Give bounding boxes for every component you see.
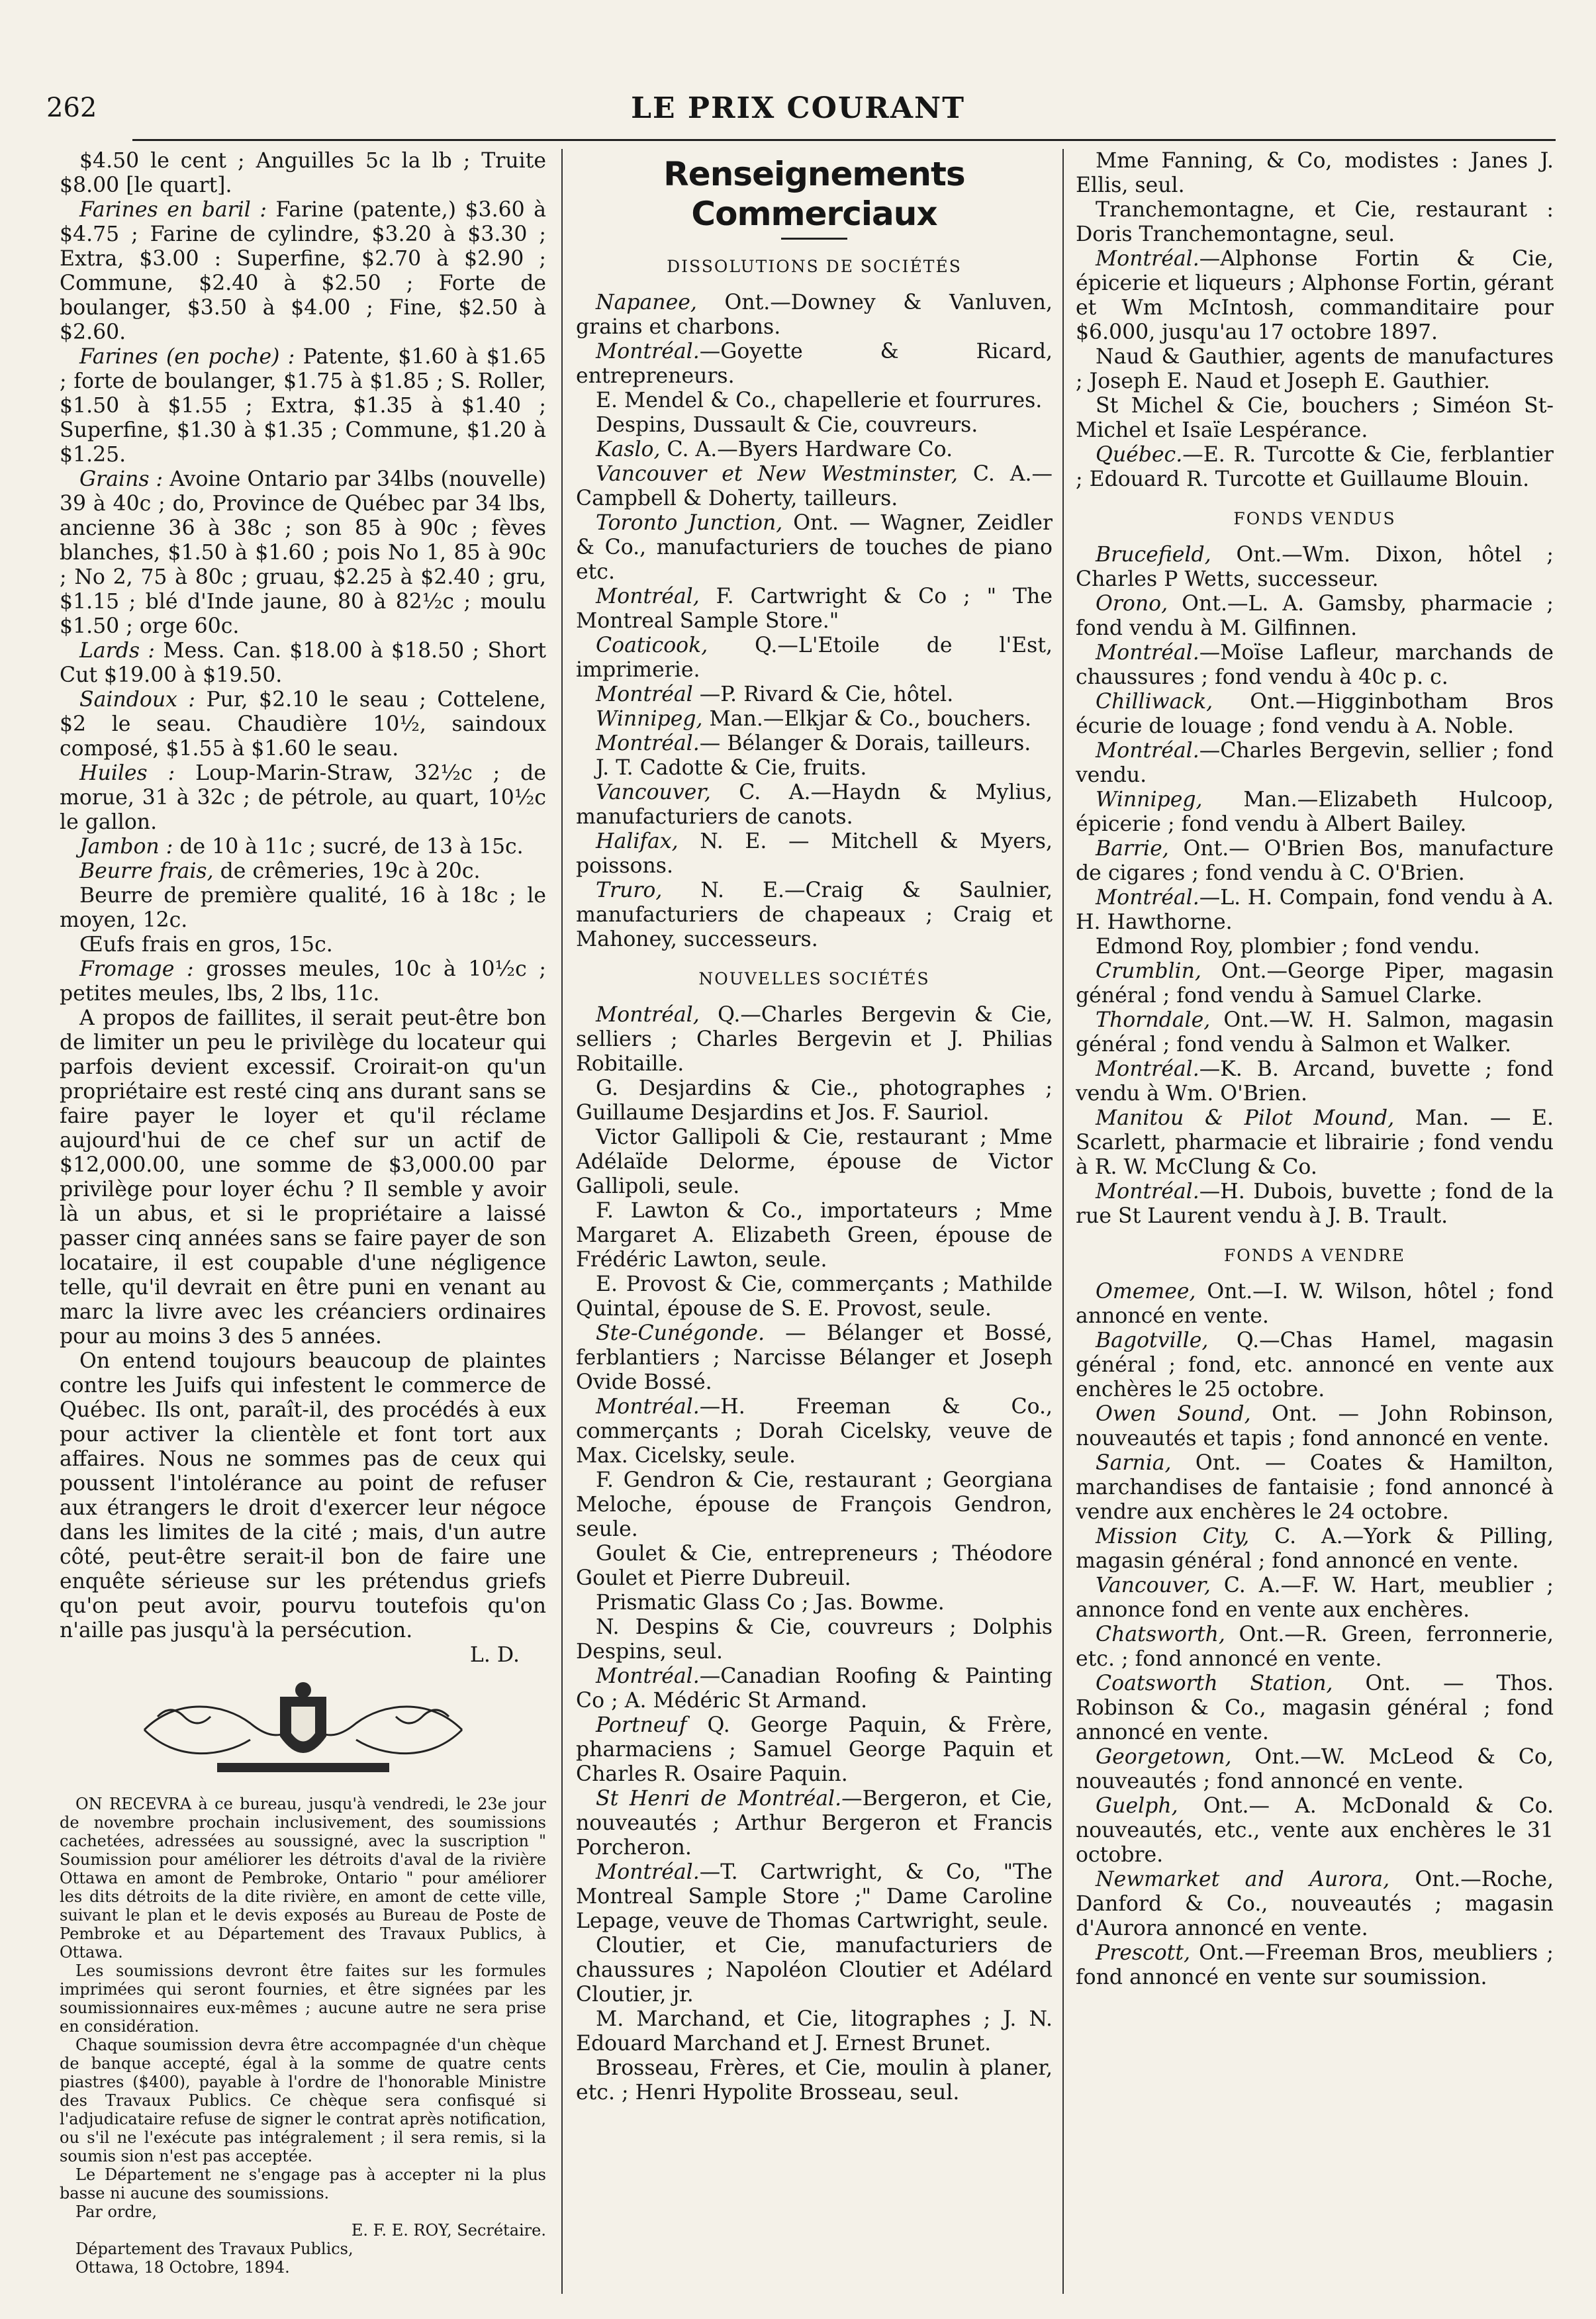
new-company-entry	[1076, 345, 1554, 394]
new-company-entry	[1076, 443, 1554, 492]
new-company-entry-text: —Canadian Roofing & Painting Co ; A. Médéric St Armand.	[576, 1664, 1053, 1713]
sold-business-entry-label: Thorndale,	[1096, 1008, 1211, 1032]
price-entry-label: Lards :	[79, 639, 156, 663]
for-sale-entry-text: Ont.—Freeman Bros, meubliers ; fond annoncé en vente sur soumission.	[1076, 1941, 1554, 1989]
dissolution-entry-label: Toronto Junction,	[596, 511, 783, 535]
dissolution-entry-text: F. Cartwright & Co ; " The Montreal Sample Store."	[576, 585, 1053, 633]
sold-business-entry-text: Ont.— O'Brien Bos, manufacture de cigares ; fond vendu à C. O'Brien.	[1076, 837, 1554, 885]
price-entry-label: Farines en baril :	[79, 198, 267, 222]
dissolution-entry-text: N. E. — Mitchell & Myers, poissons.	[576, 829, 1053, 878]
column-divider-2	[1062, 149, 1064, 2294]
sold-business-entry-text: Man.—Elizabeth Hulcoop, épicerie ; fond vendu à Albert Bailey.	[1076, 788, 1554, 836]
column-divider-1	[561, 149, 563, 2294]
dissolution-entry-label: Vancouver et New Westminster,	[596, 462, 958, 486]
sold-business-entry-label: Chilliwack,	[1096, 690, 1213, 714]
dissolution-entry	[576, 683, 1053, 707]
new-company-entry-text: Goulet & Cie, entrepreneurs ; Théodore Goulet et Pierre Dubreuil.	[576, 1542, 1053, 1590]
sold-business-entry	[1076, 935, 1554, 959]
editorial-paragraph: On entend toujours beaucoup de plaintes contre les Juifs qui infestent le commerce de Québec. Ils ont, paraît-il, des procédés à eux pour activer la clientèle et font tort aux affaires. Nous ne sommes pas de ceux qui poussent l'intolérance au point de refuser aux étrangers le droit d'exercer leur négoce dans les limites de la cité ; mais, d'un autre côté, peut-être serait-il bon de faire une enquête sérieuse sur les prétendus griefs qu'on peut avoir, pourvu toutefois qu'on n'aille pas jusqu'à la persécution.	[60, 1349, 546, 1642]
notice-paragraph: ON RECEVRA à ce bureau, jusqu'à vendredi, le 23e jour de novembre prochain inclusivement, des soumissions cachetées, adressées au soussigné, avec la suscription " Soumission pour améliorer les détroits d'aval de la rivière Ottawa en amont de Pembroke, Ontario " pour améliorer les dits détroits de la dite rivière, en amont de cette ville, suivant le plan et le devis exposés au Bureau de Poste de Pembroke et au Département des Travaux Publics, à Ottawa.	[60, 1795, 546, 1962]
sold-business-entry-text: —Moïse Lafleur, marchands de chaussures ; fond vendu à 40c p. c.	[1076, 641, 1554, 689]
dissolution-entry	[576, 438, 1053, 462]
sold-business-entry-text: Man. — E. Scarlett, pharmacie et librairie ; fond vendu à R. W. McClung & Co.	[1076, 1106, 1554, 1179]
price-entry-label: Beurre frais,	[79, 859, 214, 883]
dissolution-entry-label: Montréal.	[596, 732, 700, 755]
sold-business-entry	[1076, 690, 1554, 739]
new-company-entry-label: Montréal.	[596, 1395, 700, 1419]
editorial-notes	[60, 1006, 546, 1643]
sold-business-entry-label: Winnipeg,	[1096, 788, 1203, 812]
price-entry-text: de 10 à 11c ; sucré, de 13 à 15c.	[173, 835, 524, 859]
sold-business-entry-label: Montréal.	[1096, 641, 1199, 665]
for-sale-entry-text: Ont. — John Robinson, nouveautés et tapis ; fond annoncé en vente.	[1076, 1402, 1554, 1450]
for-sale-entry	[1076, 1402, 1554, 1451]
sold-business-entry	[1076, 837, 1554, 886]
dissolution-entry-label: Halifax,	[596, 829, 679, 853]
dissolution-entry	[576, 462, 1053, 511]
new-company-entry-text: F. Gendron & Cie, restaurant ; Georgiana Meloche, épouse de François Gendron, seule.	[576, 1468, 1053, 1541]
dissolution-entry-text: C. A.—Byers Hardware Co.	[660, 438, 953, 461]
new-company-entry	[1076, 149, 1554, 198]
dissolution-entry-label: Montréal.	[596, 340, 700, 363]
price-entry	[60, 467, 546, 639]
sold-business-entry	[1076, 1180, 1554, 1229]
for-sale-entry	[1076, 1623, 1554, 1672]
dissolution-entry-text: Ont.—Downey & Vanluven, grains et charbons.	[576, 291, 1053, 339]
sold-business-entry-label: Brucefield,	[1096, 543, 1211, 567]
dissolution-entry-text: —P. Rivard & Cie, hôtel.	[692, 683, 954, 706]
dissolution-entry	[576, 756, 1053, 781]
dissolution-entry-label: Kaslo,	[596, 438, 661, 461]
vendre-list	[1076, 1280, 1554, 1990]
dissolution-entry	[576, 732, 1053, 756]
new-company-entry-text: —H. Freeman & Co., commerçants ; Dorah Cicelsky, veuve de Max. Cicelsky, seule.	[576, 1395, 1053, 1468]
for-sale-entry	[1076, 1745, 1554, 1794]
new-company-entry	[576, 1615, 1053, 1664]
new-company-entry-text: —Bergeron, et Cie, nouveautés ; Arthur Bergeron et Francis Porcheron.	[576, 1787, 1053, 1860]
new-company-entry	[576, 1076, 1053, 1125]
new-company-entry	[576, 1395, 1053, 1468]
dissolutions-heading: DISSOLUTIONS DE SOCIÉTÉS	[667, 257, 962, 276]
for-sale-entry-label: Omemee,	[1096, 1280, 1196, 1303]
price-entry-text: Mess. Can. $18.00 à $18.50 ; Short Cut $19.00 à $19.50.	[60, 639, 546, 687]
sold-business-entry-text: Ont.—Wm. Dixon, hôtel ; Charles P Wetts, successeur.	[1076, 543, 1554, 591]
for-sale-entry	[1076, 1280, 1554, 1329]
sold-business-entry	[1076, 641, 1554, 690]
continued-list	[1076, 149, 1554, 492]
for-sale-entry-label: Vancouver,	[1096, 1574, 1211, 1597]
price-entry-text: de crêmeries, 19c à 20c.	[213, 859, 481, 883]
section-rule	[781, 238, 847, 240]
new-company-entry	[1076, 198, 1554, 247]
sold-business-entry-text: Ont.—George Piper, magasin général ; fond vendu à Samuel Clarke.	[1076, 959, 1554, 1008]
dissolution-entry-text: Man.—Elkjar & Co., bouchers.	[702, 707, 1031, 731]
new-company-entry	[576, 1664, 1053, 1713]
for-sale-entry-text: Ont.—Roche, Danford & Co., nouveautés ; magasin d'Aurora annoncé en vente.	[1076, 1868, 1554, 1940]
price-entry	[60, 198, 546, 345]
new-company-entry	[576, 1199, 1053, 1272]
dissolution-entry	[576, 511, 1053, 585]
dissolution-entry-label: Vancouver,	[596, 781, 711, 804]
price-entry	[60, 149, 546, 198]
section-title: Renseignements Commerciaux	[663, 155, 965, 233]
new-company-entry-text: Cloutier, et Cie, manufacturiers de chaussures ; Napoléon Cloutier et Adélard Cloutier, jr.	[576, 1934, 1053, 2007]
price-entry	[60, 884, 546, 933]
for-sale-entry	[1076, 1574, 1554, 1623]
page-number: 262	[46, 93, 97, 123]
for-sale-entry-text: Q.—Chas Hamel, magasin général ; fond, etc. annoncé en vente aux enchères le 25 octobre.	[1076, 1329, 1554, 1401]
sold-business-entry-label: Montréal.	[1096, 1057, 1199, 1081]
for-sale-entry-text: Ont.— A. McDonald & Co. nouveautés, etc., vente aux enchères le 31 octobre.	[1076, 1794, 1554, 1867]
sold-business-entry-label: Montréal.	[1096, 886, 1199, 910]
for-sale-entry-text: Ont.—I. W. Wilson, hôtel ; fond annoncé en vente.	[1076, 1280, 1554, 1328]
for-sale-entry-text: Ont. — Coates & Hamilton, marchandises de fantaisie ; fond annoncé à vendre aux enchères le 24 octobre.	[1076, 1451, 1554, 1524]
new-company-entry-label: Québec.	[1096, 443, 1183, 467]
notice-paragraphs	[60, 1795, 546, 2202]
dissolution-entry-text: Despins, Dussault & Cie, couvreurs.	[596, 413, 978, 437]
sold-business-entry-label: Manitou & Pilot Mound,	[1096, 1106, 1395, 1130]
new-company-entry-text: Tranchemontagne, et Cie, restaurant : Doris Tranchemontagne, seul.	[1076, 198, 1554, 246]
price-entry-label: Saindoux :	[79, 688, 195, 712]
dissolution-entry-label: Winnipeg,	[596, 707, 703, 731]
dissolution-entry	[576, 389, 1053, 413]
new-company-entry-text: St Michel & Cie, bouchers ; Siméon St-Michel et Isaïe Lespérance.	[1076, 394, 1554, 442]
price-entry-text: Patente, $1.60 à $1.65 ; forte de boulanger, $1.75 à $1.85 ; S. Roller, $1.50 à $1.55 ; Extra, $1.35 à $1.40 ; Superfine, $1.30 à $1.35 ; Commune, $1.20 à $1.25.	[60, 345, 546, 467]
price-entry-label: Fromage :	[79, 957, 194, 981]
dissolutions-list	[576, 291, 1053, 952]
for-sale-entry-label: Mission City,	[1096, 1525, 1250, 1548]
dissolution-entry	[576, 634, 1053, 683]
for-sale-entry-text: Ont.—W. McLeod & Co, nouveautés ; fond annoncé en vente.	[1076, 1745, 1554, 1793]
notice-order: Par ordre,	[75, 2202, 158, 2221]
sold-business-entry	[1076, 739, 1554, 788]
for-sale-entry	[1076, 1451, 1554, 1525]
sold-business-entry-text: Ont.—Higginbotham Bros écurie de louage ; fond vendu à A. Noble.	[1076, 690, 1554, 738]
column-2	[576, 149, 1053, 2300]
sold-business-entry-text: Ont.—W. H. Salmon, magasin général ; fond vendu à Salmon et Walker.	[1076, 1008, 1554, 1057]
vendre-heading: FONDS A VENDRE	[1223, 1246, 1406, 1265]
price-entry	[60, 761, 546, 835]
price-entry-text: Avoine Ontario par 34lbs (nouvelle) 39 à 40c ; do, Province de Québec par 34 lbs, ancienne 36 à 38c ; son 85 à 90c ; fèves blanches, $1.50 à $1.60 ; pois No 1, 85 à 90c ; No 2, 75 à 80c ; gruau, $2.25 à $2.40 ; gru, $1.15 ; blé d'Inde jaune, 80 à 82½c ; moulu $1.50 ; orge 60c.	[60, 467, 546, 638]
new-company-entry-text: Q. George Paquin, & Frère, pharmaciens ; Samuel George Paquin et Charles R. Osaire Paquin.	[576, 1713, 1053, 1786]
new-company-entry-text: N. Despins & Cie, couvreurs ; Dolphis Despins, seul.	[576, 1615, 1053, 1664]
coat-of-arms-ornament	[118, 1677, 489, 1783]
for-sale-entry-text: Ont.—R. Green, ferronnerie, etc. ; fond annoncé en vente.	[1076, 1623, 1554, 1671]
sold-business-entry	[1076, 1106, 1554, 1180]
dissolution-entry-label: Napanee,	[596, 291, 697, 314]
dissolution-entry-text: J. T. Cadotte & Cie, fruits.	[596, 756, 867, 780]
dissolution-entry-label: Coaticook,	[596, 634, 708, 657]
new-company-entry	[576, 1468, 1053, 1542]
price-entry	[60, 639, 546, 688]
dissolution-entry	[576, 413, 1053, 438]
new-company-entry-label: Montréal.	[1096, 247, 1199, 271]
price-entry-text: Œufs frais en gros, 15c.	[79, 933, 333, 957]
new-company-entry-label: Ste-Cunégonde.	[596, 1321, 765, 1345]
new-company-entry-label: Montréal.	[596, 1664, 700, 1688]
running-title: LE PRIX COURANT	[631, 91, 965, 125]
column-3	[1076, 149, 1554, 2300]
editorial-paragraph: A propos de faillites, il serait peut-être bon de limiter un peu le privilège du locateur qui parfois devient excessif. Croirait-on qu'un propriétaire est resté cinq ans durant sans se faire payer le loyer et qu'il réclame aujourd'hui de ce chef sur un actif de $12,000.00, une somme de $3,000.00 par privilège pour loyer échu ? Il semble y avoir là un abus, et si le propriétaire a laissé passer cinq années sans se faire payer de son locataire, il est coupable d'une négligence telle, qu'il devrait en être puni en venant au marc la livre avec les créanciers ordinaires pour au moins 3 des 5 années.	[60, 1006, 546, 1349]
sold-business-entry-label: Montréal.	[1096, 739, 1199, 763]
notice-paragraph: Le Département ne s'engage pas à accepter ni la plus basse ni aucune des soumissions.	[60, 2165, 546, 2202]
dissolution-entry-text: C. A.—Campbell & Doherty, tailleurs.	[576, 462, 1053, 510]
for-sale-entry-text: C. A.—York & Pilling, magasin général ; fond annoncé en vente.	[1076, 1525, 1554, 1573]
price-entry	[60, 835, 546, 859]
price-entry	[60, 933, 546, 957]
for-sale-entry-label: Owen Sound,	[1096, 1402, 1251, 1426]
dissolution-entry-label: Truro,	[596, 878, 663, 902]
new-company-entry-label: Portneuf	[596, 1713, 687, 1737]
new-company-entry-text: F. Lawton & Co., importateurs ; Mme Margaret A. Elizabeth Green, épouse de Frédéric Lawton, seule.	[576, 1199, 1053, 1272]
new-company-entry-text: —E. R. Turcotte & Cie, ferblantier ; Edouard R. Turcotte et Guillaume Blouin.	[1076, 443, 1554, 491]
dissolution-entry-text: E. Mendel & Co., chapellerie et fourrures.	[596, 389, 1043, 412]
price-entry-label: Farines (en poche) :	[79, 345, 295, 369]
for-sale-entry-label: Newmarket and Aurora,	[1096, 1868, 1390, 1891]
notice-signatory: E. F. E. ROY, Secrétaire.	[351, 2221, 546, 2240]
dissolution-entry-text: Ont. — Wagner, Zeidler & Co., manufacturiers de touches de piano etc.	[576, 511, 1053, 584]
sold-business-entry	[1076, 543, 1554, 592]
new-company-entry-text: Mme Fanning, & Co, modistes : Janes J. Ellis, seul.	[1076, 149, 1554, 197]
new-company-entry	[576, 1934, 1053, 2007]
new-company-entry-text: —T. Cartwright, & Co, "The Montreal Sample Store ;" Dame Caroline Lepage, veuve de Thomas Cartwright, seule.	[576, 1860, 1053, 1933]
for-sale-entry	[1076, 1672, 1554, 1745]
price-entry-text: grosses meules, 10c à 10½c ; petites meules, lbs, 2 lbs, 11c.	[60, 957, 546, 1006]
sold-business-entry	[1076, 1057, 1554, 1106]
column-1	[60, 149, 546, 2300]
public-works-notice	[60, 1795, 546, 2277]
dissolution-entry-label: Montréal,	[596, 585, 700, 608]
new-company-entry-text: Prismatic Glass Co ; Jas. Bowme.	[596, 1591, 945, 1615]
for-sale-entry	[1076, 1525, 1554, 1574]
price-entry	[60, 859, 546, 884]
dissolution-entry	[576, 829, 1053, 878]
new-company-entry-text: Naud & Gauthier, agents de manufactures ; Joseph E. Naud et Joseph E. Gauthier.	[1076, 345, 1554, 393]
vendus-list	[1076, 543, 1554, 1229]
new-company-entry	[576, 1125, 1053, 1199]
new-company-entry-text: Victor Gallipoli & Cie, restaurant ; Mme Adélaïde Delorme, épouse de Victor Gallipoli, seule.	[576, 1125, 1053, 1198]
sold-business-entry-text: —Charles Bergevin, sellier ; fond vendu.	[1076, 739, 1554, 787]
nouvelles-list	[576, 1003, 1053, 2105]
nouvelles-heading: NOUVELLES SOCIÉTÉS	[698, 969, 930, 988]
for-sale-entry-label: Sarnia,	[1096, 1451, 1172, 1475]
new-company-entry-text: —Alphonse Fortin & Cie, épicerie et liqueurs ; Alphonse Fortin, gérant et Wm McIntosh, commanditaire pour $6.000, jusqu'au 17 octobre 1897.	[1076, 247, 1554, 344]
new-company-entry	[576, 1591, 1053, 1615]
new-company-entry-text: Brosseau, Frères, et Cie, moulin à planer, etc. ; Henri Hypolite Brosseau, seul.	[576, 2056, 1053, 2105]
dissolution-entry	[576, 707, 1053, 732]
price-entry-text: $4.50 le cent ; Anguilles 5c la lb ; Truite $8.00 [le quart].	[60, 149, 546, 197]
new-company-entry-text: E. Provost & Cie, commerçants ; Mathilde Quintal, épouse de S. E. Provost, seule.	[576, 1272, 1053, 1321]
new-company-entry-label: St Henri de Montréal.	[596, 1787, 842, 1811]
market-prices	[60, 149, 546, 1006]
price-entry-text: Pur, $2.10 le seau ; Cottelene, $2 le seau. Chaudière 10½, saindoux composé, $1.55 à $1.60 le seau.	[60, 688, 546, 761]
price-entry-text: Loup-Marin-Straw, 32½c ; de morue, 31 à 32c ; de pétrole, au quart, 10½c le gallon.	[60, 761, 546, 834]
dissolution-entry	[576, 781, 1053, 829]
dissolution-entry	[576, 878, 1053, 952]
editorial-signature: L. D.	[469, 1643, 520, 1667]
new-company-entry	[576, 1272, 1053, 1321]
for-sale-entry	[1076, 1329, 1554, 1402]
new-company-entry	[576, 1003, 1053, 1076]
new-company-entry	[576, 1860, 1053, 1934]
new-company-entry	[576, 1787, 1053, 1860]
new-company-entry	[1076, 394, 1554, 443]
dissolution-entry-text: N. E.—Craig & Saulnier, manufacturiers de chapeaux ; Craig et Mahoney, successeurs.	[576, 878, 1053, 951]
sold-business-entry	[1076, 886, 1554, 935]
for-sale-entry-text: Ont. — Thos. Robinson & Co., magasin général ; fond annoncé en vente.	[1076, 1672, 1554, 1744]
new-company-entry-text: M. Marchand, et Cie, litographes ; J. N. Edouard Marchand et J. Ernest Brunet.	[576, 2007, 1053, 2056]
for-sale-entry	[1076, 1794, 1554, 1868]
dissolution-entry-text: — Bélanger & Dorais, tailleurs.	[699, 732, 1031, 755]
price-entry-text: Farine (patente,) $3.60 à $4.75 ; Farine de cylindre, $3.20 à $3.30 ; Extra, $3.00 : Superfine, $2.70 à $2.90 ; Commune, $2.40 à $2.50 ; Forte de boulanger, $3.50 à $4.00 ; Fine, $2.50 à $2.60.	[60, 198, 546, 344]
dissolution-entry-text: —Goyette & Ricard, entrepreneurs.	[576, 340, 1053, 388]
for-sale-entry-label: Prescott,	[1096, 1941, 1190, 1965]
notice-paragraph: Chaque soumission devra être accompagnée d'un chèque de banque accepté, égal à la somme de quatre cents piastres ($400), payable à l'ordre de l'honorable Ministre des Travaux Publics. Ce chèque sera confisqué si l'adjudicataire refuse de signer le contrat après notification, ou s'il ne l'exécute pas intégralement ; il sera remis, si la soumis sion n'est pas acceptée.	[60, 2036, 546, 2165]
dissolution-entry	[576, 340, 1053, 389]
dissolution-entry	[576, 585, 1053, 634]
for-sale-entry-label: Coatsworth Station,	[1096, 1672, 1333, 1695]
sold-business-entry-label: Barrie,	[1096, 837, 1169, 861]
sold-business-entry-label: Montréal.	[1096, 1180, 1199, 1204]
sold-business-entry-label: Orono,	[1096, 592, 1168, 616]
header-rule	[132, 139, 1556, 141]
sold-business-entry-text: —K. B. Arcand, buvette ; fond vendu à Wm. O'Brien.	[1076, 1057, 1554, 1106]
page-header	[0, 86, 1596, 139]
new-company-entry	[576, 1321, 1053, 1395]
for-sale-entry	[1076, 1868, 1554, 1941]
new-company-entry	[576, 1713, 1053, 1787]
dissolution-entry	[576, 291, 1053, 340]
vendus-heading: FONDS VENDUS	[1233, 509, 1396, 528]
notice-department: Département des Travaux Publics,	[75, 2240, 353, 2258]
sold-business-entry-text: Edmond Roy, plombier ; fond vendu.	[1096, 935, 1480, 959]
sold-business-entry-text: Ont.—L. A. Gamsby, pharmacie ; fond vendu à M. Gilfinnen.	[1076, 592, 1554, 640]
for-sale-entry-label: Bagotville,	[1096, 1329, 1209, 1352]
sold-business-entry-label: Crumblin,	[1096, 959, 1201, 983]
new-company-entry-label: Montréal,	[596, 1003, 700, 1027]
new-company-entry	[576, 2056, 1053, 2105]
for-sale-entry-label: Chatsworth,	[1096, 1623, 1225, 1646]
price-entry-label: Grains :	[79, 467, 164, 491]
sold-business-entry	[1076, 788, 1554, 837]
for-sale-entry-label: Georgetown,	[1096, 1745, 1232, 1769]
sold-business-entry-text: —H. Dubois, buvette ; fond de la rue St Laurent vendu à J. B. Trault.	[1076, 1180, 1554, 1228]
sold-business-entry	[1076, 592, 1554, 641]
price-entry-label: Huiles :	[79, 761, 175, 785]
price-entry	[60, 957, 546, 1006]
sold-business-entry	[1076, 959, 1554, 1008]
sold-business-entry	[1076, 1008, 1554, 1057]
price-entry	[60, 688, 546, 761]
dissolution-entry-text: C. A.—Haydn & Mylius, manufacturiers de canots.	[576, 781, 1053, 829]
new-company-entry	[1076, 247, 1554, 345]
new-company-entry-text: — Bélanger et Bossé, ferblantiers ; Narcisse Bélanger et Joseph Ovide Bossé.	[576, 1321, 1053, 1394]
dissolution-entry-label: Montréal	[596, 683, 693, 706]
for-sale-entry	[1076, 1941, 1554, 1990]
notice-paragraph: Les soumissions devront être faites sur les formules imprimées qui seront fournies, et être signées par les soumissionnaires eux-mêmes ; aucune autre ne sera prise en considération.	[60, 1962, 546, 2036]
price-entry-text: Beurre de première qualité, 16 à 18c ; le moyen, 12c.	[60, 884, 546, 932]
new-company-entry	[576, 1542, 1053, 1591]
new-company-entry-text: G. Desjardins & Cie., photographes ; Guillaume Desjardins et Jos. F. Sauriol.	[576, 1076, 1053, 1125]
for-sale-entry-text: C. A.—F. W. Hart, meublier ; annonce fond en vente aux enchères.	[1076, 1574, 1554, 1622]
notice-place-date: Ottawa, 18 Octobre, 1894.	[75, 2258, 290, 2277]
new-company-entry-text: Q.—Charles Bergevin & Cie, selliers ; Charles Bergevin et J. Philias Robitaille.	[576, 1003, 1053, 1076]
for-sale-entry-label: Guelph,	[1096, 1794, 1178, 1818]
dissolution-entry-text: Q.—L'Etoile de l'Est, imprimerie.	[576, 634, 1053, 682]
sold-business-entry-text: —L. H. Compain, fond vendu à A. H. Hawthorne.	[1076, 886, 1554, 934]
price-entry-label: Jambon :	[79, 835, 173, 859]
new-company-entry-label: Montréal.	[596, 1860, 700, 1884]
new-company-entry	[576, 2007, 1053, 2056]
price-entry	[60, 345, 546, 467]
